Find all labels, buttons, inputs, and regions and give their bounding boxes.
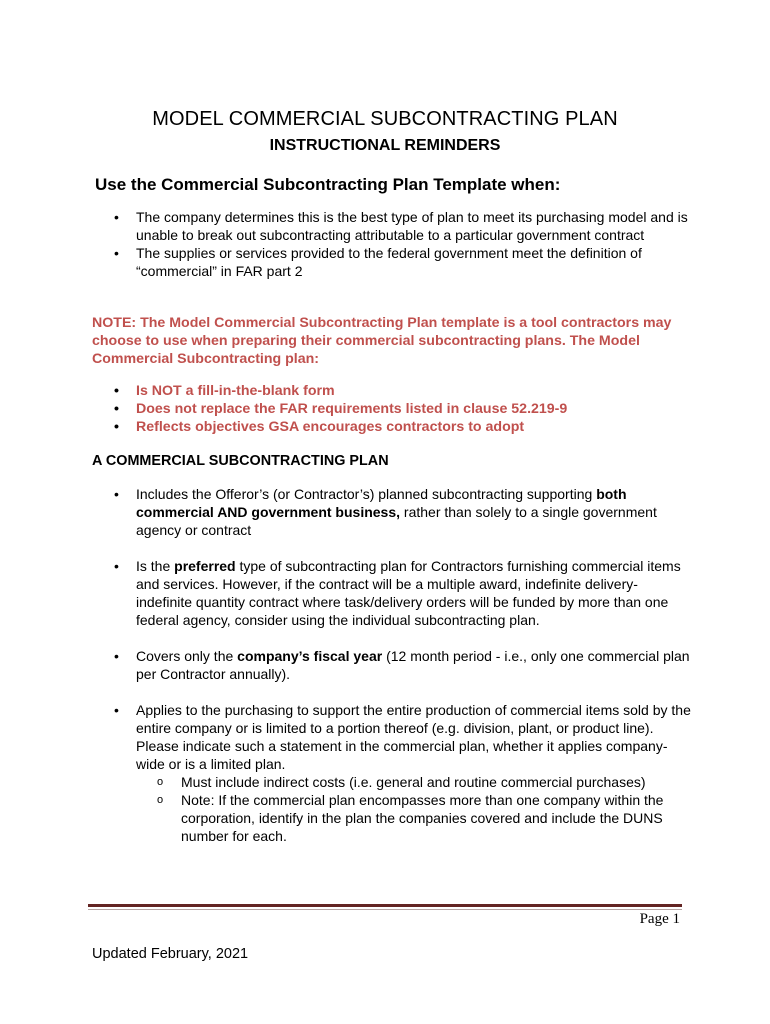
- sub-list: [136, 773, 692, 845]
- list-item: [92, 647, 692, 683]
- footer-updated-date: Updated February, 2021: [92, 946, 249, 962]
- use-section-heading: Use the Commercial Subcontracting Plan Template when:: [95, 175, 561, 194]
- item-emphasis: company’s fiscal year: [237, 648, 383, 664]
- sub-list-item: o Note: If the commercial plan encompasses more than one company within the corporation, identify in the plan the companies covered and include the DUNS number for each.: [136, 791, 692, 845]
- list-item: [92, 485, 692, 539]
- item-text: type of subcontracting plan for Contractors furnishing commercial items and services. However, if the contract will be a multiple award, indefinite delivery-indefinite quantity contract where task/delivery orders will be funded by more than one federal agency, consider using the individual subcontracting plan.: [136, 558, 681, 628]
- footer-rule: [88, 904, 682, 907]
- sub-list-item: o Must include indirect costs (i.e. general and routine commercial purchases): [136, 773, 692, 791]
- item-text: Covers only the: [136, 648, 238, 664]
- note-list: [92, 382, 692, 436]
- document-title: MODEL COMMERCIAL SUBCONTRACTING PLAN: [152, 108, 618, 130]
- item-text: Applies to the purchasing to support the entire production of commercial items sold by the entire company or is limited to a portion thereof (e.g. division, plant, or product line). Please indicate such a statement in the commercial plan, whether it applies company-wide or is a limited plan.: [136, 702, 691, 772]
- list-item: • Is NOT a fill-in-the-blank form: [92, 382, 692, 400]
- list-item: • The supplies or services provided to the federal government meet the definition of “commercial” in FAR part 2: [92, 244, 692, 280]
- footer-rule-thin: [88, 909, 682, 910]
- commercial-plan-heading: A COMMERCIAL SUBCONTRACTING PLAN: [92, 453, 389, 469]
- item-text: (12 month period - i.e., only one commercial plan per Contractor annually).: [136, 648, 690, 682]
- use-conditions-list: [92, 208, 692, 280]
- item-emphasis: preferred: [174, 558, 236, 574]
- list-item: [92, 701, 692, 845]
- list-item: • Does not replace the FAR requirements listed in clause 52.219-9: [92, 400, 692, 418]
- item-text: Is the: [136, 558, 175, 574]
- note-paragraph: NOTE: The Model Commercial Subcontracting Plan template is a tool contractors may choose to use when preparing their commercial subcontracting plans. The Model Commercial Subcontracting plan:: [92, 315, 672, 367]
- page-number: Page 1: [639, 911, 680, 927]
- list-item: [92, 557, 692, 629]
- item-text: rather than solely to a single government agency or contract: [136, 504, 657, 538]
- commercial-plan-list: [92, 485, 692, 863]
- list-item: • Reflects objectives GSA encourages contractors to adopt: [92, 418, 692, 436]
- document-subtitle: INSTRUCTIONAL REMINDERS: [269, 137, 501, 154]
- list-item: • The company determines this is the best type of plan to meet its purchasing model and is unable to break out subcontracting attributable to a particular government contract: [92, 208, 692, 244]
- item-emphasis: both commercial AND government business,: [136, 486, 627, 520]
- item-text: Includes the Offeror’s (or Contractor’s) planned subcontracting supporting: [136, 486, 597, 502]
